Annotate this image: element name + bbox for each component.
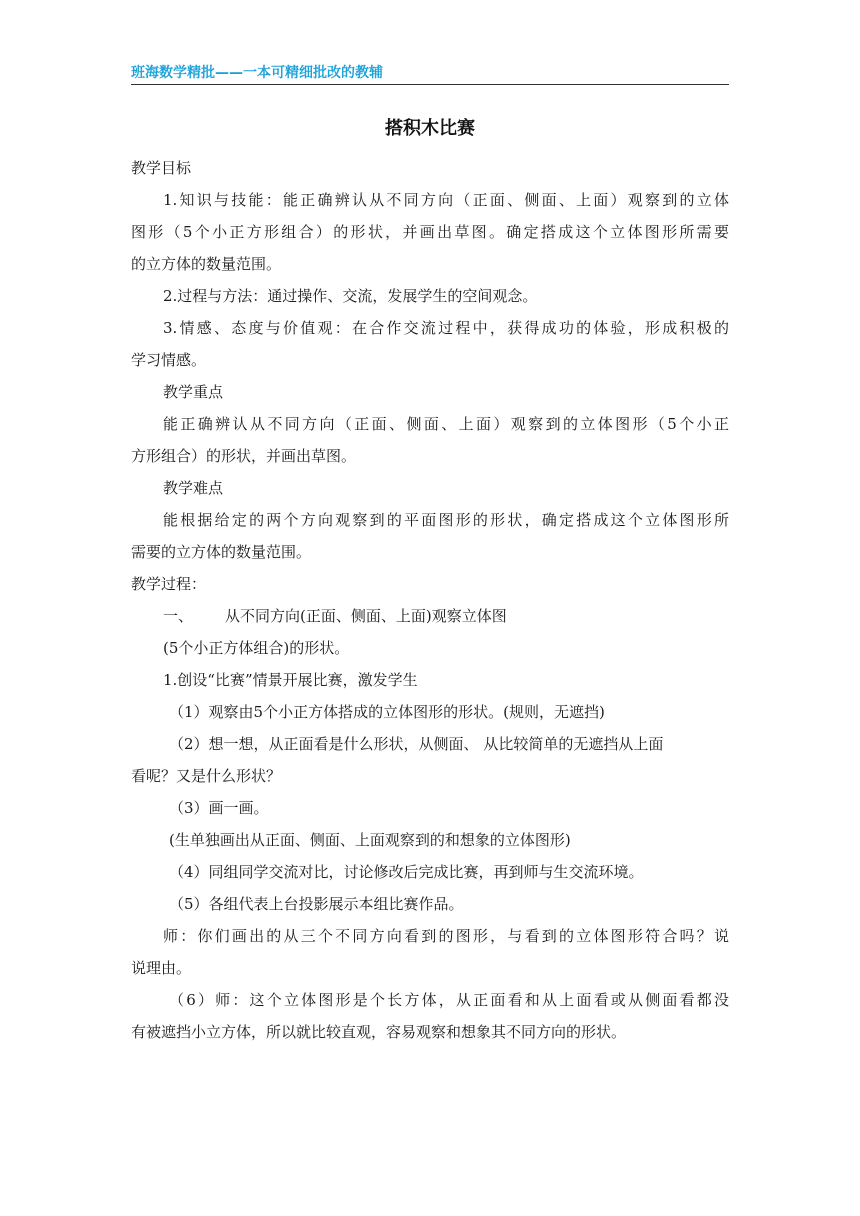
teacher-question-line-1: 师：你们画出的从三个不同方向看到的图形，与看到的立体图形符合吗？说: [163, 927, 729, 945]
document-body: [131, 152, 729, 1048]
difficulty-heading: 教学难点: [163, 479, 224, 497]
key-points-heading: 教学重点: [163, 383, 224, 401]
step-1: 1.创设“比赛”情景开展比赛，激发学生: [163, 671, 418, 689]
difficulty-line-2: 需要的立方体的数量范围。: [131, 543, 312, 561]
step-1-1: （1）观察由5个小正方体搭成的立体图形的形状。(规则，无遮挡): [169, 703, 605, 721]
page-header: [131, 60, 729, 85]
step-1-2-line-1: （2）想一想，从正面看是什么形状，从侧面、 从比较简单的无遮挡从上面: [169, 735, 664, 753]
key-points-line-1: 能正确辨认从不同方向（正面、侧面、上面）观察到的立体图形（5个小正: [163, 415, 729, 433]
key-points-line-2: 方形组合）的形状，并画出草图。: [131, 447, 357, 465]
step-1-4: （4）同组同学交流对比，讨论修改后完成比赛，再到师与生交流环境。: [169, 863, 644, 881]
goal-2: 2.过程与方法：通过操作、交流，发展学生的空间观念。: [163, 287, 538, 305]
goal-1-line-2: 图形（5个小正方形组合）的形状，并画出草图。确定搭成这个立体图形所需要: [131, 223, 729, 241]
goal-1-line-3: 的立方体的数量范围。: [131, 255, 282, 273]
goal-3-line-2: 学习情感。: [131, 351, 207, 369]
step-1-6-line-2: 有被遮挡小立方体，所以就比较直观，容易观察和想象其不同方向的形状。: [131, 1023, 627, 1041]
section-1-title: [131, 600, 729, 632]
step-1-2-line-2: 看呢？又是什么形状？: [131, 767, 282, 785]
difficulty-line-1: 能根据给定的两个方向观察到的平面图形的形状，确定搭成这个立体图形所: [163, 511, 729, 529]
step-1-3-note: (生单独画出从正面、侧面、上面观察到的和想象的立体图形): [169, 831, 571, 849]
goal-3-line-1: 3.情感、态度与价值观：在合作交流过程中，获得成功的体验，形成积极的: [163, 319, 729, 337]
step-1-5: （5）各组代表上台投影展示本组比赛作品。: [169, 895, 464, 913]
step-1-3: （3）画一画。: [169, 799, 269, 817]
section-1-title-line-2: (5个小正方体组合)的形状。: [163, 639, 350, 657]
section-1-text: 从不同方向(正面、侧面、上面)观察立体图: [225, 607, 507, 625]
header-text: 班海数学精批——一本可精细批改的教辅: [131, 65, 383, 81]
section-1-number: 一、: [163, 607, 194, 625]
goal-1-line-1: 1.知识与技能：能正确辨认从不同方向（正面、侧面、上面）观察到的立体: [163, 191, 729, 209]
document-title: 搭积木比赛: [385, 118, 475, 139]
goals-heading: 教学目标: [131, 159, 192, 177]
teacher-question-line-2: 说理由。: [131, 959, 192, 977]
step-1-6-line-1: （6）师：这个立体图形是个长方体，从正面看和从上面看或从侧面看都没: [169, 991, 729, 1009]
process-heading: 教学过程：: [131, 575, 207, 593]
